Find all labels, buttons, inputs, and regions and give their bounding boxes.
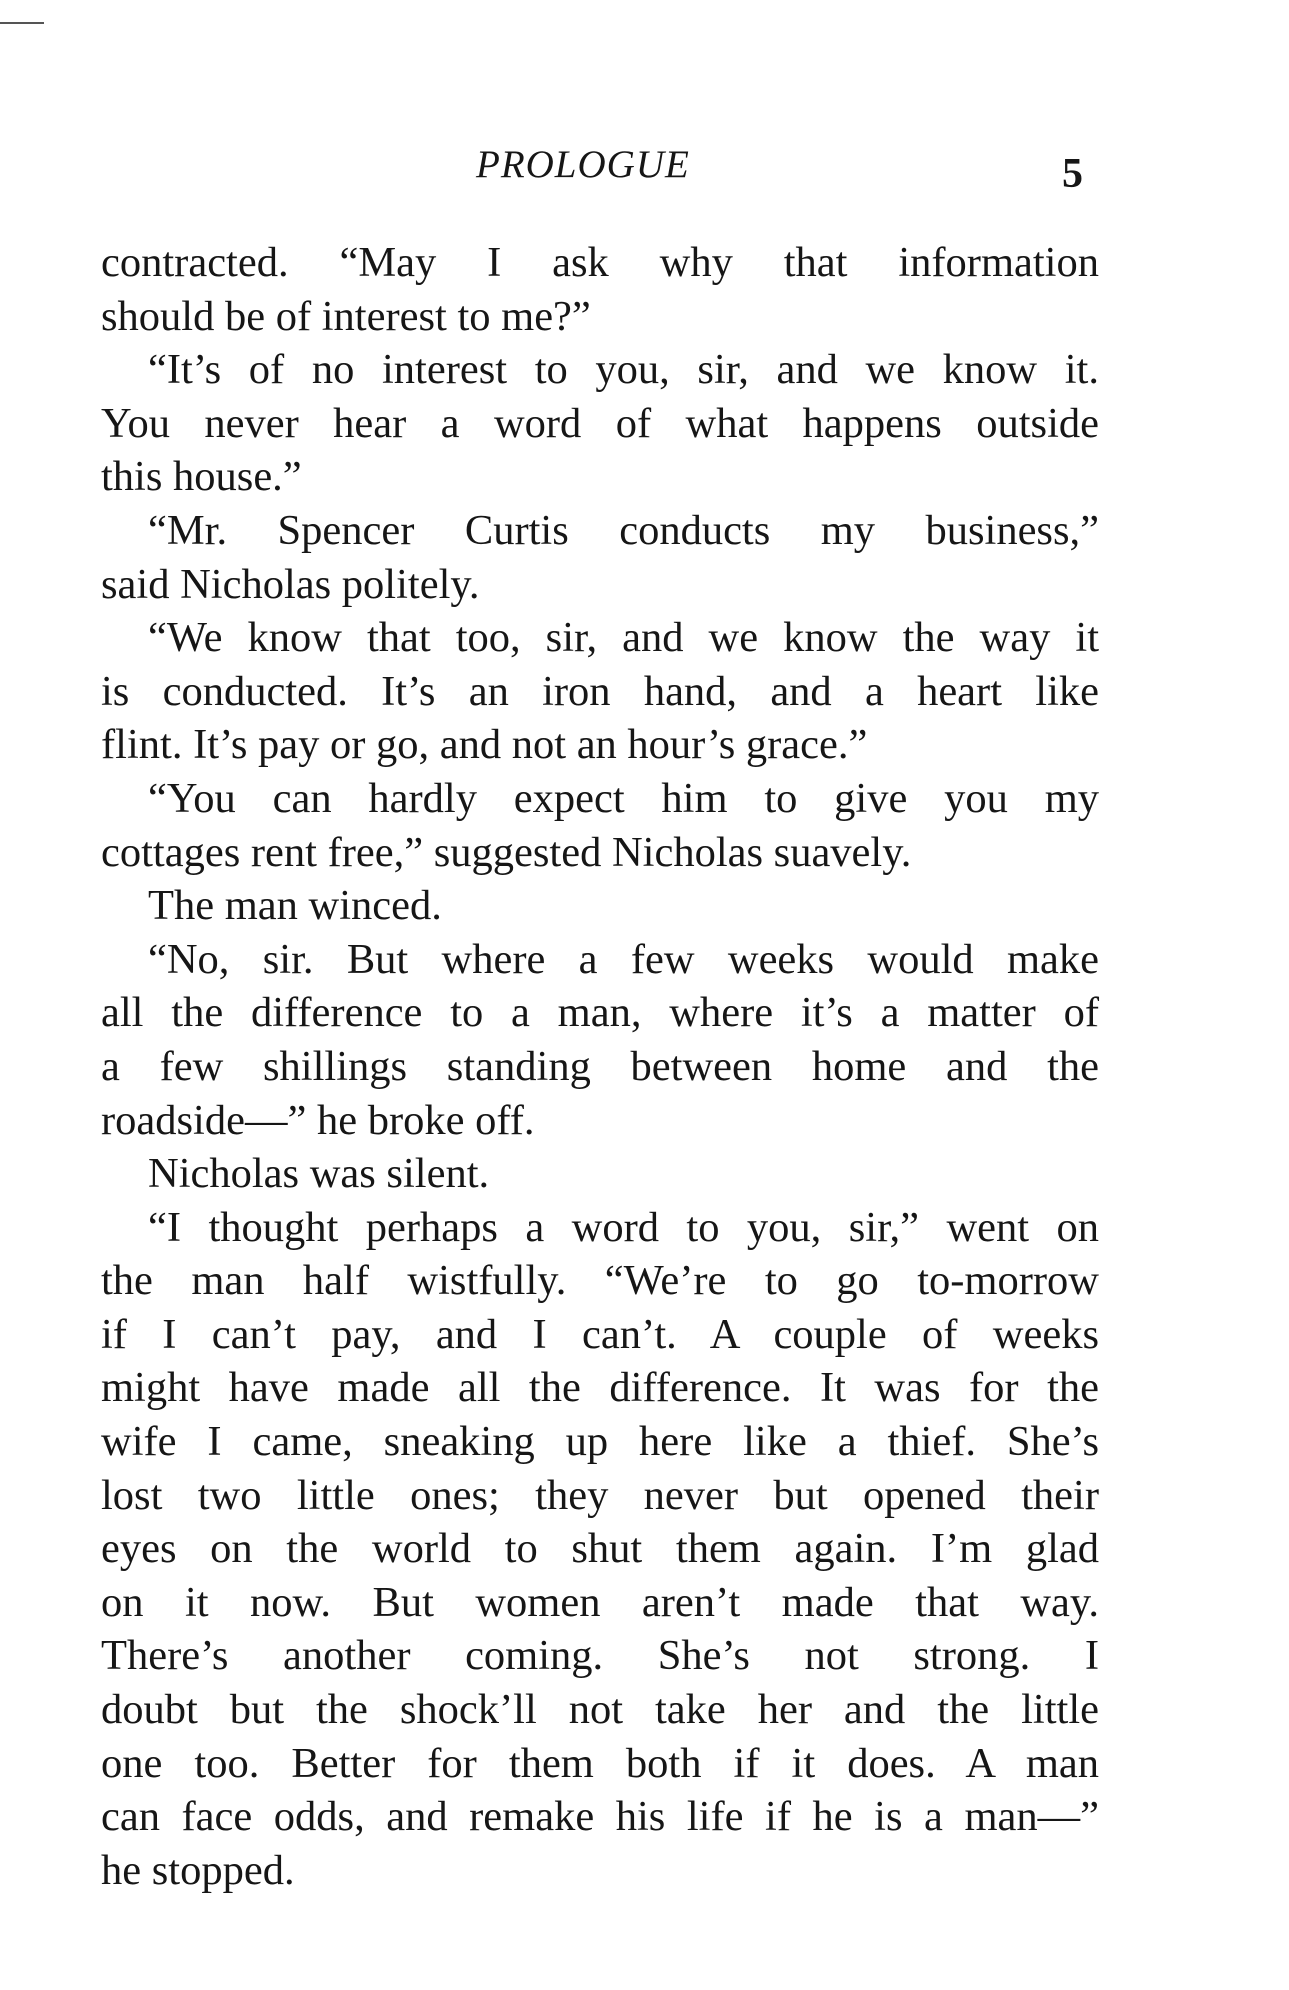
text-line: a few shillings standing between home and the [101,1042,1099,1090]
text-line: the man half wistfully. “We’re to go to-morrow [101,1257,1099,1305]
text-line: on it now. But women aren’t made that way. [101,1578,1099,1626]
text-line: “You can hardly expect him to give you my [148,774,1099,822]
text-line: “We know that too, sir, and we know the way it [148,614,1099,662]
text-line: eyes on the world to shut them again. I’m glad [101,1525,1099,1573]
page-header [0,142,1289,197]
text-line: if I can’t pay, and I can’t. A couple of weeks [101,1310,1099,1358]
text-line: cottages rent free,” suggested Nicholas suavely. [101,828,912,876]
text-line: flint. It’s pay or go, and not an hour’s grace.” [101,721,868,769]
text-line: can face odds, and remake his life if he is a man—” [101,1793,1099,1841]
text-line: “No, sir. But where a few weeks would make [148,935,1099,983]
text-line: said Nicholas politely. [101,560,480,608]
running-title: PROLOGUE [476,143,690,186]
page-number: 5 [1062,151,1083,197]
text-line: The man winced. [148,882,442,930]
text-line: You never hear a word of what happens outside [101,399,1099,447]
text-line: he stopped. [101,1846,295,1894]
text-line: all the difference to a man, where it’s a matter of [101,989,1099,1037]
text-line: “I thought perhaps a word to you, sir,” went on [148,1203,1099,1251]
text-line: this house.” [101,453,302,501]
text-line: There’s another coming. She’s not strong. I [101,1632,1099,1680]
text-line: one too. Better for them both if it does. A man [101,1739,1099,1787]
text-line: lost two little ones; they never but opened their [101,1471,1099,1519]
text-line: “Mr. Spencer Curtis conducts my business,” [148,506,1099,554]
body-text [101,236,1099,1897]
text-line: might have made all the difference. It was for the [101,1364,1099,1412]
text-line: Nicholas was silent. [148,1150,490,1198]
text-line: doubt but the shock’ll not take her and the little [101,1686,1099,1734]
text-line: wife I came, sneaking up here like a thief. She’s [101,1418,1099,1466]
scan-edge-mark [0,22,44,24]
text-line: should be of interest to me?” [101,292,591,340]
text-line: contracted. “May I ask why that information [101,239,1099,286]
text-line: is conducted. It’s an iron hand, and a heart like [101,667,1099,715]
text-line: roadside—” he broke off. [101,1096,535,1144]
text-line: “It’s of no interest to you, sir, and we know it. [148,346,1099,394]
